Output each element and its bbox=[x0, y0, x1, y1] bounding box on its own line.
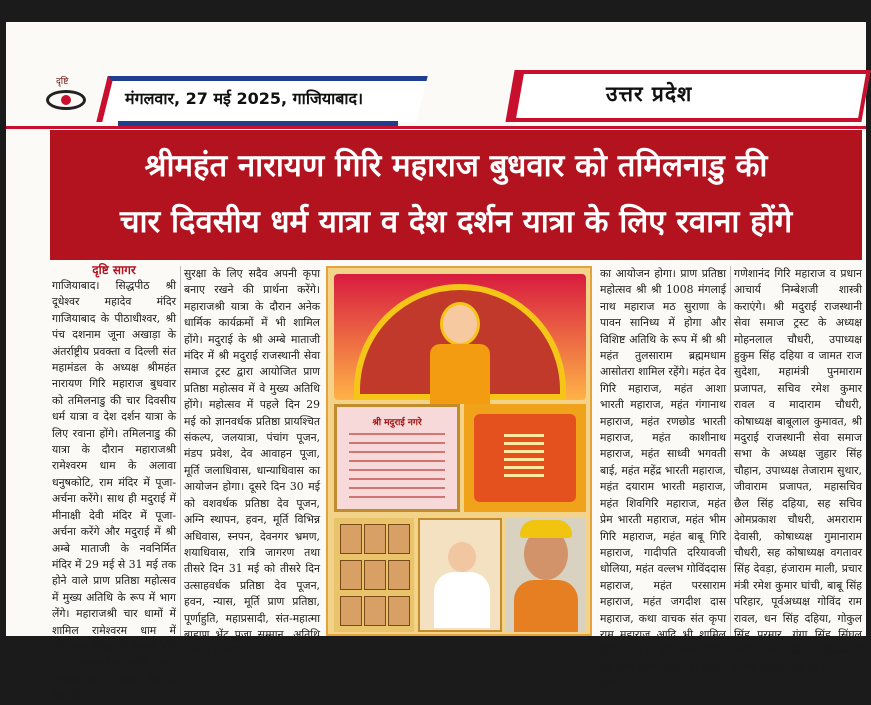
photo-grid-cell bbox=[364, 596, 386, 626]
decorated-frame-image bbox=[464, 404, 586, 512]
decorated-frame bbox=[474, 414, 576, 502]
column-divider bbox=[730, 266, 731, 636]
deity-body bbox=[430, 344, 490, 404]
saint-image bbox=[418, 518, 502, 632]
logo-text: दृष्टि bbox=[56, 77, 69, 87]
column-1-text: गाजियाबाद। सिद्धपीठ श्री दूधेश्वर महादेव मंदिर गाजियाबाद के पीठाधीश्वर, श्री पंच दशनाम जूना अखाड़ा के अंतर्राष्ट्रीय प्रवक्ता व दिल्ली संत महामंडल के अध्यक्ष श्रीमहंत नारायण गिरि महाराज बुधवार को तमिलनाडु की चार दिवसीय धर्म यात्रा व देश दर्शन यात्रा के लिए रवाना होंगे। तमिलनाडु की यात्रा के दौरान महाराजश्री रामेश्वरम धाम के अलावा धनुषकोटि, राम मंदिर में पूजा-अर्चना करेंगे। साथ ही मदुराई में मीनाक्षी देवी मंदिर में पूजा-अर्चना करेंगे और मदुराई में श्री अम्बे माताजी के नवनिर्मित मंदिर में 29 मई से 31 मई तक होने वाले प्राण प्रतिष्ठा महोत्सव में मुख्य अतिथि के रूप में भाग लेंगे। महाराजश्री चार धामों में शामिल रामेश्वरम धाम में ऑपरेशन सिंदूर के सफल होने पर पूजा-अर्चना करेंगे और भगवान राम व भगवान शिव से देश की bbox=[52, 279, 176, 703]
invitation-card-image bbox=[334, 404, 460, 512]
saint-robe bbox=[434, 572, 490, 628]
header-divider bbox=[6, 126, 866, 129]
deity-image bbox=[334, 274, 586, 400]
photo-grid-cell bbox=[388, 524, 410, 554]
image-collage bbox=[326, 266, 592, 636]
deity-face bbox=[440, 302, 480, 346]
newspaper-page bbox=[6, 22, 866, 703]
photo-grid-cell bbox=[340, 560, 362, 590]
article-column-1 bbox=[52, 262, 176, 703]
article-column-2 bbox=[184, 266, 320, 658]
portrait-robe bbox=[514, 580, 578, 632]
headline-banner bbox=[50, 130, 862, 260]
headline-line-1: श्रीमहंत नारायण गिरि महाराज बुधवार को तमिलनाडु की bbox=[144, 148, 768, 184]
newspaper-logo bbox=[44, 74, 104, 126]
photo-grid-cell bbox=[388, 596, 410, 626]
byline: दृष्टि सागर bbox=[92, 263, 136, 277]
column-3-text: का आयोजन होगा। प्राण प्रतिष्ठा महोत्सव श्री श्री 1008 मंगलाई नाथ महाराज मठ सुराणा के पावन सानिध्य में होगा और विशिष्ट अतिथि के रूप में श्री श्री महंत तुलसाराम ब्रह्ममधाम आसोतरा शामिल रहेंगे। महंत देव गिरि महाराज, महंत आशा भारती महाराज, महंत गंगानाथ महाराज, महंत रणछोड भारती महाराज, महंत काशीनाथ महाराज, महंत साध्वी भगवती बाई, महंत महेंद्र भारती महाराज, महंत दयाराम भारती महाराज, महंत शिवगिरि महाराज, महंत प्रेम भारती महाराज, महंत भीम गिरि महाराज, महंत बाबू गिरि महाराज, गादीपति दरियावजी धोलिया, महंत वल्लभ गोविंददास महाराज, महंत परसाराम महाराज, महंत जगदीश दास महाराज, कथा वाचक संत कृपा राम महाराज आदि भी शामिल होंगे। हवन व मूर्ति प्राण प्रतिष्ठा का सभी कार्य काशी के विद्वान स्वामी bbox=[600, 267, 726, 691]
column-2-text: सुरक्षा के लिए सदैव अपनी कृपा बनाए रखने की प्रार्थना करेंगे। महाराजश्री यात्रा के दौरान अनेक धार्मिक कार्यक्रमों में भी शामिल होंगे। मदुराई के श्री अम्बे माताजी मंदिर में श्री मदुराई राजस्थानी सेवा समाज ट्रस्ट द्वारा आयोजित प्राण प्रतिष्ठा महोत्सव में वे मुख्य अतिथि होंगे। महोत्सव में पहले दिन 29 मई को ज्ञानवर्धक प्रतिष्ठा प्रायश्चित संकल्प, जलयात्रा, पंचांग पूजन, मंडप प्रवेश, देव आवाहन पूजा, मूर्ति जलाधिवास, धान्याधिवास का आयोजन होगा। दूसरे दिन 30 मई को वशवर्धक प्रतिष्ठा देव पूजन, अग्नि स्थापन, हवन, मूर्ति विभिन्न अधिवास, स्नपन, देवनगर भ्रमण, शयाधिवास, रात्रि जागरण तथा तीसरे दिन 31 मई को तीसरे दिन उत्साहवर्धक प्रतिष्ठा देव पूजन, हवन, न्यास, मूर्ति प्राण प्रतिष्ठा, पूर्णाहुति, महाप्रसादी, संत-महात्मा ब्राह्मण भेंट पूजा सम्मान, अतिथि स्वागत सम्मान bbox=[184, 267, 320, 658]
photo-grid-cell bbox=[340, 524, 362, 554]
date-tab bbox=[96, 76, 427, 122]
section-label: उत्तर प्रदेश bbox=[606, 82, 693, 106]
date-line: मंगलवार, 27 मई 2025, गाजियाबाद। bbox=[124, 89, 364, 108]
article-column-4 bbox=[734, 266, 862, 674]
invitation-card-title: श्री मदुराई नगरे bbox=[372, 418, 422, 428]
photo-grid-cell bbox=[364, 560, 386, 590]
photo-grid-cell bbox=[340, 596, 362, 626]
column-divider bbox=[180, 266, 181, 636]
saint-head bbox=[448, 542, 476, 572]
photo-grid-cell bbox=[364, 524, 386, 554]
mahant-portrait-image bbox=[506, 518, 586, 632]
article-column-3 bbox=[600, 266, 726, 691]
photo-grid-image bbox=[334, 518, 414, 632]
eye-logo-icon bbox=[46, 90, 86, 110]
portrait-turban bbox=[520, 520, 572, 538]
invitation-card-text-lines bbox=[349, 433, 445, 503]
headline-line-2: चार दिवसीय धर्म यात्रा व देश दर्शन यात्रा के लिए रवाना होंगे bbox=[119, 204, 793, 240]
screen-top-bar bbox=[0, 0, 869, 22]
photo-grid-cell bbox=[388, 560, 410, 590]
column-4-text: गणेशानंद गिरि महाराज व प्रधान आचार्य निम्बेशजी शास्त्री कराएंगे। श्री मदुराई राजस्थानी सेवा समाज ट्रस्ट के अध्यक्ष मोहनलाल चौधरी, उपाध्यक्ष हुकुम सिंह दहिया व जामत राज सुदेशा, महामंत्री पुनमाराम प्रजापत, सचिव रमेश कुमार रावल व मादाराम चौधरी, कोषाध्यक्ष बाबूलाल कुमावत, श्री मदुराई राजस्थानी सेवा समाज सभा के अध्यक्ष जुहार सिंह चौहान, उपाध्यक्ष तेजाराम सुथार, जीवाराम प्रजापत, महासचिव छैल सिंह दहिया, सह सचिव ओमप्रकाश चौधरी, अमराराम देवासी, कोषाध्यक्ष गुमानाराम चौधरी, सह कोषाध्यक्ष वगतावर सिंह देवड़ा, हंजाराम माली, प्रचार मंत्री रमेश कुमार घांची, बाबू सिंह परिहार, पूर्वअध्यक्ष गोविंद राम रावल, धन सिंह दहिया, गोकुल सिंह परमार, गंगा सिंह सिंघल आदि प्राण प्रतिष्ठा महोत्सव में विशेष सहयोग कर रहे हैं। bbox=[734, 267, 862, 674]
